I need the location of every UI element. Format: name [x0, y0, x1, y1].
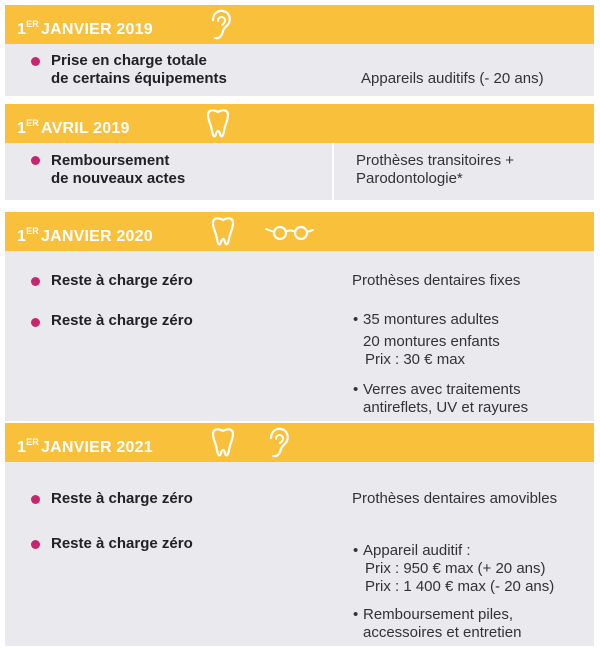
section-janvier-2019: [5, 5, 594, 96]
ear-icon: [261, 426, 293, 460]
item-label: Prise en charge totale de certains équipements: [51, 52, 227, 87]
sub-bullet: • Verres avec traitements antireflets, UV et rayures: [353, 381, 528, 417]
item-value: Prothèses dentaires fixes: [352, 272, 521, 289]
item-value: Appareils auditifs (- 20 ans): [361, 70, 544, 87]
item-value: Prothèses dentaires amovibles: [352, 490, 558, 507]
bullet-dot: [31, 57, 40, 66]
section-header: [5, 104, 594, 143]
item-label: Reste à charge zéro: [51, 312, 193, 329]
section-body: [5, 251, 594, 421]
section-header: [5, 212, 594, 251]
glasses-icon: [263, 222, 315, 242]
section-date: 1ER AVRIL 2019: [17, 118, 130, 137]
item-label: Reste à charge zéro: [51, 535, 193, 552]
bullet-dot: [31, 277, 40, 286]
item-label: Remboursement de nouveaux actes: [51, 152, 186, 187]
bullet-dot: [31, 540, 40, 549]
section-janvier-2020: [5, 212, 594, 421]
ear-icon: [203, 8, 235, 42]
sub-bullet: • Appareil auditif : Prix : 950 € max (+ 20 ans) Prix : 1 400 € max (- 20 ans): [353, 542, 554, 596]
tooth-icon: [203, 107, 233, 141]
item-bullets: [353, 542, 554, 642]
section-body: [5, 44, 594, 96]
bullet-dot: [31, 318, 40, 327]
sub-bullet: • 35 montures adultes 20 montures enfants Prix : 30 € max: [353, 311, 528, 369]
section-body: [5, 462, 594, 646]
section-header: [5, 5, 594, 44]
sub-bullet: • Remboursement piles, accessoires et entretien: [353, 606, 554, 642]
item-label: Reste à charge zéro: [51, 272, 193, 289]
tooth-icon: [208, 426, 238, 460]
bullet-dot: [31, 156, 40, 165]
section-date: 1ER JANVIER 2020: [17, 226, 153, 245]
section-body: [5, 143, 594, 200]
tooth-icon: [208, 215, 238, 249]
bullet-dot: [31, 495, 40, 504]
item-value: Prothèses transitoires + Parodontologie*: [356, 152, 514, 187]
section-janvier-2021: [5, 423, 594, 646]
section-header: [5, 423, 594, 462]
section-avril-2019: [5, 104, 594, 200]
item-label: Reste à charge zéro: [51, 490, 193, 507]
section-date: 1ER JANVIER 2021: [17, 437, 153, 456]
divider: [332, 143, 334, 200]
section-date: 1ER JANVIER 2019: [17, 19, 153, 38]
item-bullets: [353, 311, 528, 417]
